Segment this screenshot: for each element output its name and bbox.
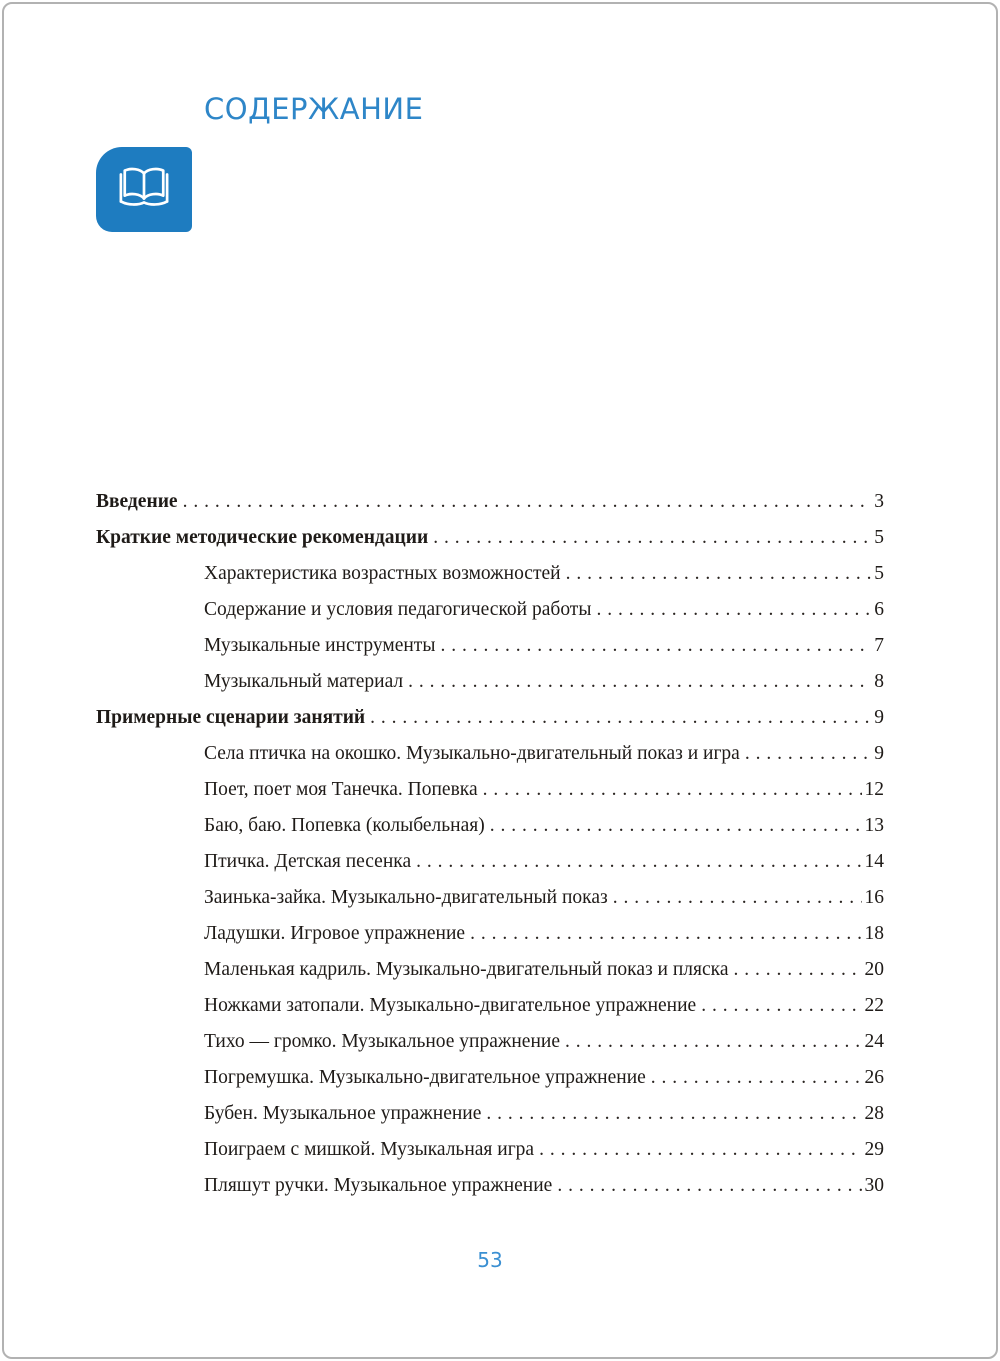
dot-leader bbox=[370, 706, 871, 730]
toc-entry bbox=[96, 1174, 884, 1198]
toc-entry-page: 14 bbox=[864, 851, 884, 872]
dot-leader bbox=[183, 490, 872, 514]
dot-leader bbox=[701, 994, 861, 1018]
toc-entry-page: 24 bbox=[864, 1031, 884, 1052]
dot-leader bbox=[416, 850, 861, 874]
toc-entry bbox=[96, 490, 884, 514]
toc-entry bbox=[96, 1030, 884, 1054]
dot-leader bbox=[613, 886, 862, 910]
dot-leader bbox=[651, 1066, 862, 1090]
toc-entry-page: 9 bbox=[874, 743, 884, 764]
toc-entry-label: Ладушки. Игровое упражнение bbox=[204, 923, 466, 944]
dot-leader bbox=[745, 742, 871, 766]
toc-entry-page: 7 bbox=[874, 635, 884, 656]
toc-entry-label: Музыкальный материал bbox=[204, 671, 404, 692]
toc-entry bbox=[96, 958, 884, 982]
toc-entry-label: Баю, баю. Попевка (колыбельная) bbox=[204, 815, 485, 836]
toc-entry-label: Ножками затопали. Музыкально-двигательное упражнение bbox=[204, 995, 697, 1016]
dot-leader bbox=[433, 526, 871, 550]
dot-leader bbox=[565, 1030, 862, 1054]
toc-entry-page: 18 bbox=[864, 923, 884, 944]
toc-entry-label: Поет, поет моя Танечка. Попевка bbox=[204, 779, 478, 800]
toc-entry bbox=[96, 1138, 884, 1162]
open-book-icon bbox=[113, 161, 175, 218]
toc-entry-page: 28 bbox=[864, 1103, 884, 1124]
dot-leader bbox=[483, 778, 862, 802]
toc-entry-page: 29 bbox=[864, 1139, 884, 1160]
dot-leader bbox=[408, 670, 871, 694]
toc-entry bbox=[96, 778, 884, 802]
toc-entry-page: 6 bbox=[874, 599, 884, 620]
toc-entry-page: 5 bbox=[874, 563, 884, 584]
toc-entry bbox=[96, 742, 884, 766]
toc-entry bbox=[96, 562, 884, 586]
toc-entry-page: 12 bbox=[864, 779, 884, 800]
toc-entry-label: Пляшут ручки. Музыкальное упражнение bbox=[204, 1175, 553, 1196]
dot-leader bbox=[539, 1138, 861, 1162]
page-title: СОДЕРЖАНИЕ bbox=[204, 92, 424, 126]
toc-entry-label: Краткие методические рекомендации bbox=[96, 527, 429, 548]
toc-entry bbox=[96, 706, 884, 730]
toc-entry-page: 20 bbox=[864, 959, 884, 980]
toc-entry-label: Маленькая кадриль. Музыкально-двигательный показ и пляска bbox=[204, 959, 729, 980]
toc-entry-label: Погремушка. Музыкально-двигательное упражнение bbox=[204, 1067, 646, 1088]
toc-entry-label: Заинька-зайка. Музыкально-двигательный показ bbox=[204, 887, 608, 908]
dot-leader bbox=[470, 922, 861, 946]
toc-entry-page: 30 bbox=[864, 1175, 884, 1196]
toc-entry bbox=[96, 670, 884, 694]
toc-entry-page: 3 bbox=[874, 491, 884, 512]
toc-entry-label: Содержание и условия педагогической работы bbox=[204, 599, 592, 620]
toc-entry-label: Бубен. Музыкальное упражнение bbox=[204, 1103, 482, 1124]
toc-entry bbox=[96, 922, 884, 946]
dot-leader bbox=[733, 958, 861, 982]
toc-entry-label: Примерные сценарии занятий bbox=[96, 707, 366, 728]
toc-entry-label: Птичка. Детская песенка bbox=[204, 851, 412, 872]
toc-entry bbox=[96, 598, 884, 622]
dot-leader bbox=[490, 814, 862, 838]
toc-entry-page: 22 bbox=[864, 995, 884, 1016]
toc-entry-label: Введение bbox=[96, 491, 178, 512]
toc-entry-page: 5 bbox=[874, 527, 884, 548]
dot-leader bbox=[596, 598, 871, 622]
toc-entry-page: 8 bbox=[874, 671, 884, 692]
toc-entry-label: Музыкальные инструменты bbox=[204, 635, 436, 656]
toc-entry bbox=[96, 634, 884, 658]
toc-entry bbox=[96, 994, 884, 1018]
toc-entry-page: 9 bbox=[874, 707, 884, 728]
dot-leader bbox=[566, 562, 872, 586]
toc-entry-page: 26 bbox=[864, 1067, 884, 1088]
toc-entry-label: Характеристика возрастных возможностей bbox=[204, 563, 561, 584]
dot-leader bbox=[557, 1174, 861, 1198]
page-sheet bbox=[2, 2, 998, 1359]
contents-icon-tile bbox=[96, 147, 192, 232]
page-content bbox=[96, 4, 884, 1357]
folio-page-number: 53 bbox=[477, 1248, 503, 1272]
dot-leader bbox=[486, 1102, 861, 1126]
toc-entry bbox=[96, 886, 884, 910]
toc-entry-page: 13 bbox=[864, 815, 884, 836]
toc-entry bbox=[96, 814, 884, 838]
toc-list bbox=[96, 490, 884, 1210]
toc-entry bbox=[96, 1066, 884, 1090]
toc-entry bbox=[96, 1102, 884, 1126]
toc-entry-label: Поиграем с мишкой. Музыкальная игра bbox=[204, 1139, 535, 1160]
toc-entry bbox=[96, 850, 884, 874]
toc-entry bbox=[96, 526, 884, 550]
toc-entry-page: 16 bbox=[864, 887, 884, 908]
dot-leader bbox=[440, 634, 871, 658]
toc-entry-label: Тихо — громко. Музыкальное упражнение bbox=[204, 1031, 560, 1052]
toc-entry-label: Села птичка на окошко. Музыкально-двигательный показ и игра bbox=[204, 743, 740, 764]
